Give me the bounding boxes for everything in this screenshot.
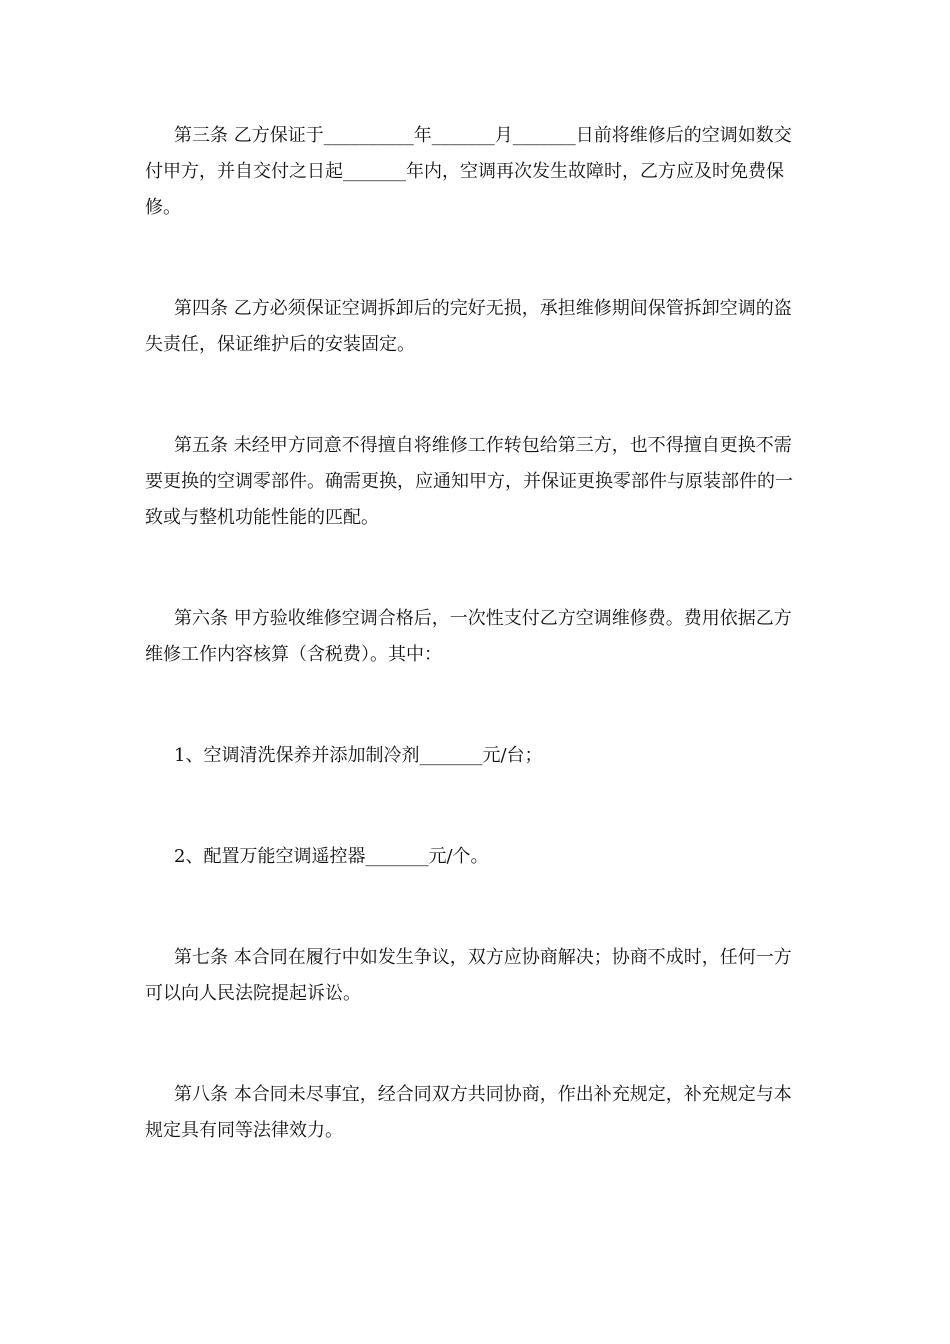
article-3-paragraph: 第三条 乙方保证于__________年_______月_______日前将维修后的空调如数交付甲方，并自交付之日起_______年内，空调再次发生故障时，乙方应及时免费保修。 — [145, 125, 792, 218]
article-4-paragraph: 第四条 乙方必须保证空调拆卸后的完好无损，承担维修期间保管拆卸空调的盗失责任，保证维护后的安装固定。 — [145, 298, 792, 355]
document-page — [145, 118, 805, 1149]
paragraph-spacer — [145, 774, 805, 839]
paragraph-spacer — [145, 875, 805, 940]
paragraph-spacer — [145, 1012, 805, 1077]
fee-item-1: 1、空调清洗保养并添加制冷剂_______元/台； — [174, 745, 543, 766]
article-5-paragraph: 第五条 未经甲方同意不得擅自将维修工作转包给第三方，也不得擅自更换不需要更换的空调零部件。确需更换，应通知甲方，并保证更换零部件与原装部件的一致或与整机功能性能的匹配。 — [145, 435, 793, 528]
paragraph-spacer — [145, 363, 805, 428]
article-8-paragraph: 第八条 本合同未尽事宜，经合同双方共同协商，作出补充规定，补充规定与本规定具有同等法律效力。 — [145, 1084, 792, 1141]
paragraph-spacer — [145, 536, 805, 601]
paragraph-spacer — [145, 226, 805, 291]
article-7-paragraph: 第七条 本合同在履行中如发生争议，双方应协商解决；协商不成时，任何一方可以向人民法院提起诉讼。 — [145, 947, 792, 1004]
fee-item-2: 2、配置万能空调遥控器_______元/个。 — [174, 846, 489, 867]
paragraph-spacer — [145, 673, 805, 738]
article-6-paragraph: 第六条 甲方验收维修空调合格后，一次性支付乙方空调维修费。费用依据乙方维修工作内容核算（含税费）。其中： — [145, 608, 792, 665]
